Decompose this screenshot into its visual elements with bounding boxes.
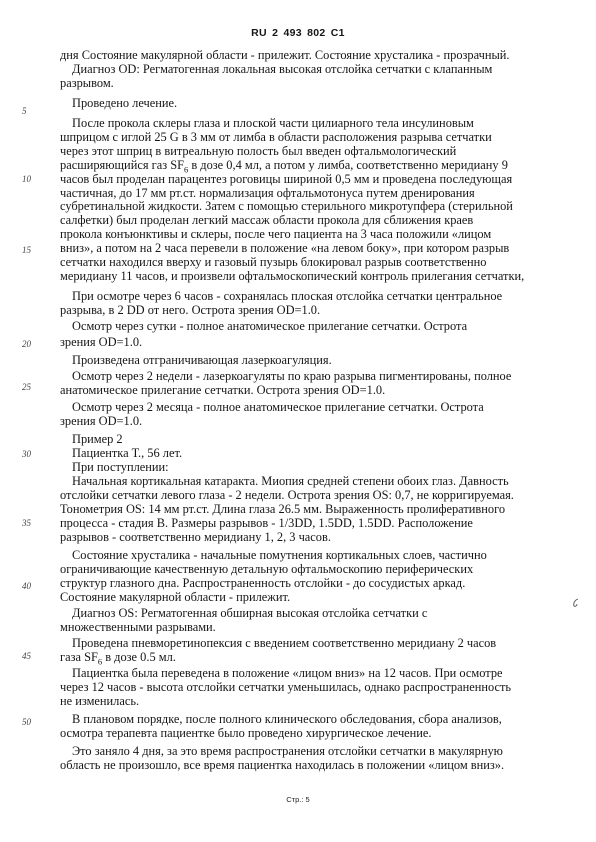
text-line: Это заняло 4 дня, за это время распространения отслойки сетчатки в макулярную (72, 744, 503, 758)
text-line: Диагноз OS: Регматогенная обширная высокая отслойка сетчатки с (72, 606, 428, 620)
text-line: В плановом порядке, после полного клинического обследования, сбора анализов, (72, 712, 502, 726)
text-line: Произведена отграничивающая лазеркоагуляция. (72, 353, 332, 367)
text-line: частичная, до 17 мм рт.ст. нормализация офтальмотонуса путем дренирования (60, 186, 475, 200)
text-line: расширяющийся газ $SF_6$ в дозе 0,4 мл, а потом у лимба, соответственно меридиану 9 (60, 158, 508, 175)
text-line: Состояние хрусталика - начальные помутнения кортикальных слоев, частично (72, 548, 487, 562)
text-line: При осмотре через 6 часов - сохранялась плоская отслойка сетчатки центральное (72, 289, 503, 303)
text-line: Проведено лечение. (72, 96, 178, 110)
text-line: осмотра терапевта пациентке было проведено хирургическое лечение. (60, 726, 432, 740)
line-number: 25 (22, 382, 31, 392)
text-line: через 12 часов - высота отслойки сетчатки уменьшилась, однако распространенность (60, 680, 512, 694)
text-line: не изменилась. (60, 694, 140, 708)
text-line: меридиану 11 часов, и произвели офтальмоскопический контроль прилегания сетчатки, (60, 269, 525, 283)
line-number: 5 (22, 106, 27, 116)
text-line: шприцом с иглой 25 G в 3 мм от лимба в области расположения разрыва сетчатки (60, 130, 492, 144)
line-number: 45 (22, 651, 31, 661)
text-line: Тонометрия OS: 14 мм рт.ст. Длина глаза 26.5 мм. Выраженность пролиферативного (60, 502, 506, 516)
text-line: зрения OD=1.0. (60, 335, 143, 349)
text-line: Диагноз OD: Регматогенная локальная высокая отслойка сетчатки с клапанным (72, 62, 493, 76)
line-number: 40 (22, 581, 31, 591)
text-line: структур глазного дна. Распространенность отслойки - до сосудистых аркад. (60, 576, 466, 590)
text-line: Начальная кортикальная катаракта. Миопия средней степени обоих глаз. Давность (72, 474, 509, 488)
text-line: Осмотр через 2 месяца - полное анатомическое прилегание сетчатки. Острота (72, 400, 484, 414)
line-number: 50 (22, 717, 31, 727)
patent-header: RU 2 493 802 C1 (251, 27, 345, 39)
line-number: 10 (22, 174, 31, 184)
text-line: разрывом. (60, 76, 114, 90)
line-number: 20 (22, 339, 31, 349)
text-line: зрения OD=1.0. (60, 414, 143, 428)
text-line: Осмотр через сутки - полное анатомическое прилегание сетчатки. Острота (72, 319, 468, 333)
text-line: ограничивающие качественную детальную офтальмоскопию периферических (60, 562, 474, 576)
text-line: анатомическое прилегание сетчатки. Острота зрения OD=1.0. (60, 383, 386, 397)
text-line: После прокола склеры глаза и плоской части цилиарного тела инсулиновым (72, 116, 474, 130)
text-line: разрывов - соответственно меридиану 1, 2, 3 часов. (60, 530, 331, 544)
text-line: процесса - стадия B. Размеры разрывов - 1/3DD, 1.5DD, 1.5DD. Расположение (60, 516, 473, 530)
text-line: область не произошло, все время пациентка находилась в положении «лицом вниз». (60, 758, 505, 772)
text-line: Пример 2 (72, 432, 123, 446)
line-number: 35 (22, 518, 31, 528)
pen-mark-icon (572, 598, 580, 608)
line-number: 15 (22, 245, 31, 255)
text-line: Пациентка Т., 56 лет. (72, 446, 183, 460)
line-number: 30 (22, 449, 31, 459)
text-line: дня Состояние макулярной области - прилежит. Состояние хрусталика - прозрачный. (60, 48, 510, 62)
text-line: Осмотр через 2 недели - лазеркоагуляты по краю разрыва пигментированы, полное (72, 369, 512, 383)
page-footer: Стр.: 5 (286, 795, 310, 804)
text-line: Пациентка была переведена в положение «лицом вниз» на 12 часов. При осмотре (72, 666, 503, 680)
text-line: часов был проделан парацентез роговицы шириной 0,5 мм и проведена последующая (60, 172, 513, 186)
text-line: салфетки) был проделан легкий массаж области прокола для сближения краев (60, 213, 474, 227)
text-line: Проведена пневморетинопексия с введением соответственно меридиану 2 часов (72, 636, 497, 650)
text-line: сетчатки находился вверху и газовый пузырь блокировал разрыв соответственно (60, 255, 487, 269)
text-line: прокола конъюнктивы и склеры, после чего пациента на 3 часа положили «лицом (60, 227, 492, 241)
text-line: газа $SF_6$ в дозе 0.5 мл. (60, 650, 176, 667)
text-line: субретинальной жидкости. Затем с помощью стерильного микротупфера (стерильной (60, 199, 513, 213)
text-line: отслойки сетчатки левого глаза - 2 недели. Острота зрения OS: 0,7, не корригируемая. (60, 488, 514, 502)
text-line: вниз», а потом на 2 часа перевели в положение «на левом боку», при котором разрыв (60, 241, 510, 255)
text-line: разрыва, в 2 DD от него. Острота зрения OD=1.0. (60, 303, 321, 317)
text-line: множественными разрывами. (60, 620, 216, 634)
text-line: через этот шприц в витреальную полость был введен офтальмологический (60, 144, 457, 158)
text-line: При поступлении: (72, 460, 169, 474)
text-line: Состояние макулярной области - прилежит. (60, 590, 291, 604)
